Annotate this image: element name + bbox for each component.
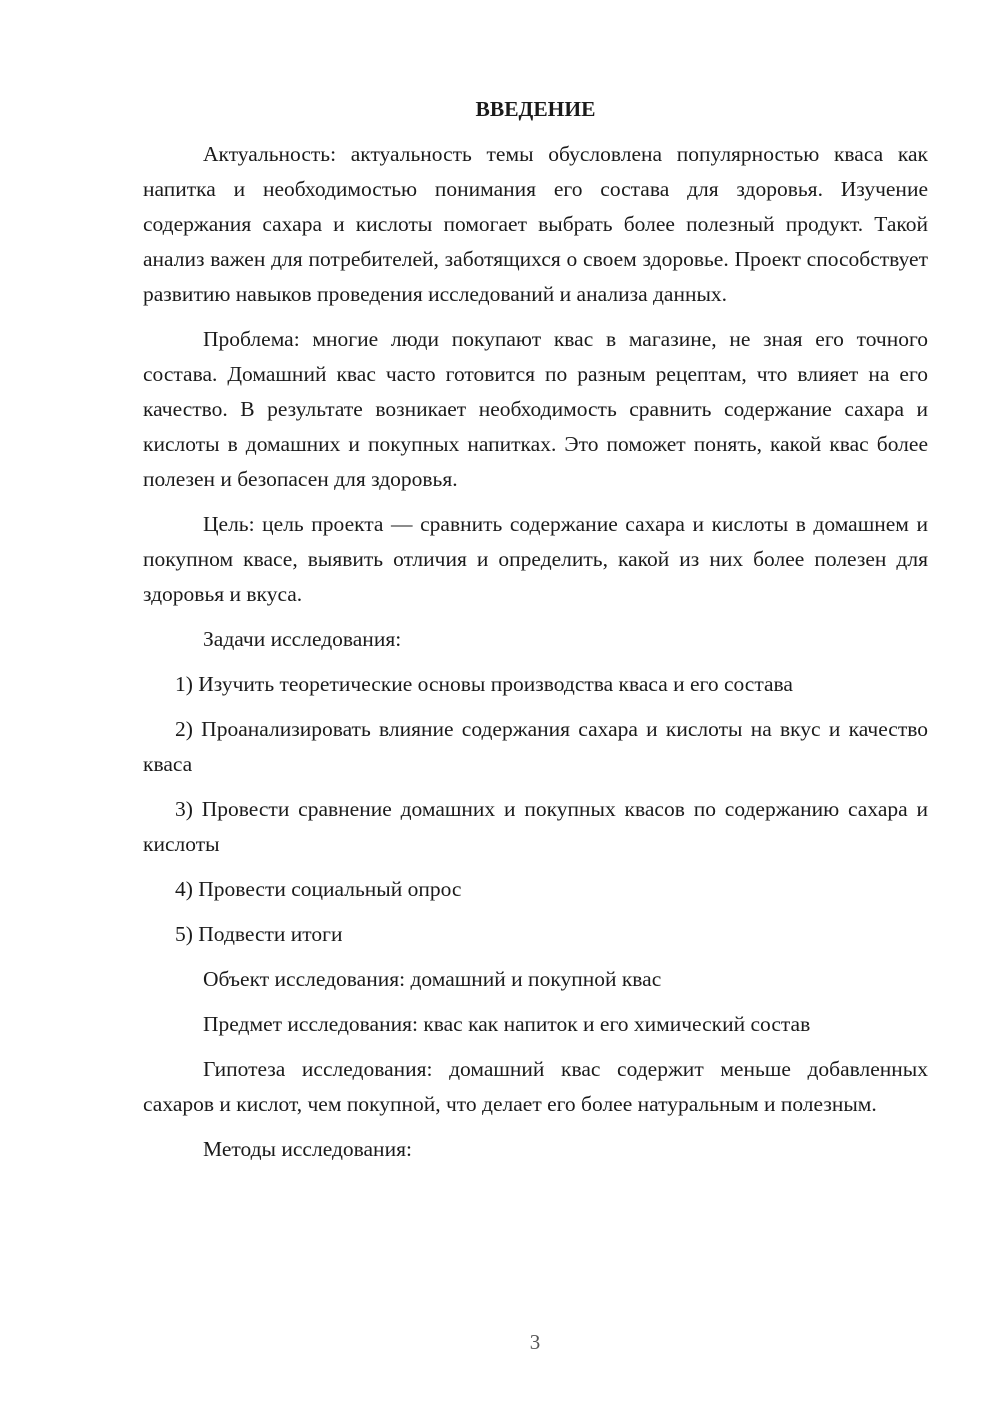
- paragraph-relevance: Актуальность: актуальность темы обусловлена популярностью кваса как напитка и необходимостью понимания его состава для здоровья. Изучение содержания сахара и кислоты помогает выбрать более полезный продукт. Такой анализ важен для потребителей, заботящихся о своем здоровье. Проект способствует развитию навыков проведения исследований и анализа данных.: [143, 142, 928, 306]
- methods-title: Методы исследования:: [203, 1137, 412, 1161]
- paragraph-problem: Проблема: многие люди покупают квас в магазине, не зная его точного состава. Домашний квас часто готовится по разным рецептам, что влияет на его качество. В результате возникает необходимость сравнить содержание сахара и кислоты в домашних и покупных напитках. Это поможет понять, какой квас более полезен и безопасен для здоровья.: [143, 327, 928, 491]
- paragraph-subject: Предмет исследования: квас как напиток и его химический состав: [203, 1012, 811, 1036]
- paragraph-goal: Цель: цель проекта — сравнить содержание сахара и кислоты в домашнем и покупном квасе, выявить отличия и определить, какой из них более полезен для здоровья и вкуса.: [143, 512, 928, 606]
- task-item-5: 5) Подвести итоги: [175, 922, 343, 946]
- page-number: 3: [529, 1330, 541, 1354]
- paragraph-hypothesis: Гипотеза исследования: домашний квас содержит меньше добавленных сахаров и кислот, чем покупной, что делает его более натуральным и полезным.: [143, 1057, 928, 1116]
- task-item-3: 3) Провести сравнение домашних и покупных квасов по содержанию сахара и кислоты: [143, 797, 928, 856]
- paragraph-object: Объект исследования: домашний и покупной квас: [203, 967, 662, 991]
- task-item-1: 1) Изучить теоретические основы производства кваса и его состава: [175, 672, 793, 696]
- task-item-4: 4) Провести социальный опрос: [175, 877, 462, 901]
- task-item-2: 2) Проанализировать влияние содержания сахара и кислоты на вкус и качество кваса: [143, 717, 928, 776]
- document-page: [143, 92, 928, 1177]
- tasks-title: Задачи исследования:: [203, 627, 402, 651]
- section-heading: ВВЕДЕНИЕ: [475, 97, 596, 121]
